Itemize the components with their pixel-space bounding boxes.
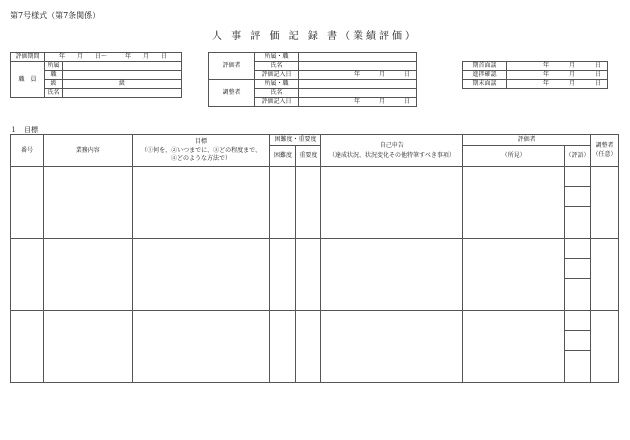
- goal-importance-field[interactable]: [296, 167, 321, 239]
- goal-rating-field[interactable]: [564, 331, 590, 351]
- goal-rating-field[interactable]: [564, 259, 590, 279]
- goal-number-field[interactable]: [11, 311, 44, 383]
- goal-rating-field[interactable]: [564, 187, 590, 207]
- evaluator-date-label: 評価記入日: [255, 71, 299, 80]
- col-adjuster: 調整者 （任意）: [590, 135, 618, 167]
- goal-task-field[interactable]: [43, 311, 132, 383]
- employee-name-field[interactable]: [63, 89, 182, 98]
- col-task: 業務内容: [43, 135, 132, 167]
- goal-difficulty-field[interactable]: [270, 239, 296, 311]
- col-opinion: （所見）: [463, 146, 565, 167]
- col-evaluator: 評価者: [463, 135, 591, 146]
- employee-name-label: 氏名: [45, 89, 63, 98]
- interview-final-date[interactable]: 年 月 日: [507, 80, 608, 89]
- evaluator-date-field[interactable]: 年 月 日: [299, 71, 417, 80]
- adjuster-name-field[interactable]: [299, 89, 417, 98]
- goal-adjuster-field[interactable]: [590, 239, 618, 311]
- adjuster-label: 調整者: [209, 80, 255, 107]
- goal-rating-spacer: [564, 227, 590, 239]
- goal-goal-field[interactable]: [132, 167, 270, 239]
- goal-difficulty-field[interactable]: [270, 311, 296, 383]
- goal-adjuster-field[interactable]: [590, 311, 618, 383]
- interview-initial-date[interactable]: 年 月 日: [507, 62, 608, 71]
- adjuster-dept-label: 所属・職: [255, 80, 299, 89]
- evaluator-dept-field[interactable]: [299, 53, 417, 62]
- evaluator-table: [208, 52, 417, 107]
- interview-progress-label: 進捗確認: [463, 71, 507, 80]
- col-difficulty: 困難度: [270, 146, 296, 167]
- form-number: 第7号様式（第7条関係）: [10, 11, 101, 20]
- goal-difficulty-field[interactable]: [270, 167, 296, 239]
- adjuster-dept-field[interactable]: [299, 80, 417, 89]
- goal-adjuster-field[interactable]: [590, 167, 618, 239]
- employee-dept-label: 所属: [45, 62, 63, 71]
- goal-rating-spacer: [564, 279, 590, 299]
- goal-goal-field[interactable]: [132, 239, 270, 311]
- interview-progress-date[interactable]: 年 月 日: [507, 71, 608, 80]
- employee-table: [10, 52, 182, 98]
- evaluator-dept-label: 所属・職: [255, 53, 299, 62]
- interview-initial-label: 期首面談: [463, 62, 507, 71]
- employee-dept-field[interactable]: [63, 62, 182, 71]
- col-number: 番号: [11, 135, 44, 167]
- goal-self-field[interactable]: [321, 239, 463, 311]
- goal-rating-spacer: [564, 167, 590, 187]
- goal-opinion-field[interactable]: [463, 311, 565, 383]
- employee-grade-label: 級: [45, 80, 63, 89]
- adjuster-name-label: 氏名: [255, 89, 299, 98]
- goal-rating-spacer: [564, 239, 590, 259]
- interview-final-label: 期末面談: [463, 80, 507, 89]
- evaluator-name-label: 氏名: [255, 62, 299, 71]
- adjuster-date-label: 評価記入日: [255, 98, 299, 107]
- period-value[interactable]: 年 月 日～ 年 月 日: [45, 53, 182, 62]
- goal-self-field[interactable]: [321, 311, 463, 383]
- goals-table: [10, 134, 619, 383]
- goal-self-field[interactable]: [321, 167, 463, 239]
- evaluator-name-field[interactable]: [299, 62, 417, 71]
- goal-goal-field[interactable]: [132, 311, 270, 383]
- goal-number-field[interactable]: [11, 239, 44, 311]
- page-title: 人 事 評 価 記 録 書（業績評価）: [211, 31, 419, 42]
- employee-position-label: 職: [45, 71, 63, 80]
- goal-opinion-field[interactable]: [463, 239, 565, 311]
- col-self-report: 自己申告 （達成状況、状況変化その他特筆すべき事項）: [321, 135, 463, 167]
- goal-number-field[interactable]: [11, 167, 44, 239]
- employee-grade-field[interactable]: 級: [63, 80, 182, 89]
- goal-importance-field[interactable]: [296, 311, 321, 383]
- col-goal: 目標 （①何を、②いつまでに、③どの程度まで、 ④どのような方法で）: [132, 135, 270, 167]
- section-title: １ 目標: [10, 126, 38, 134]
- period-label: 評価期間: [11, 53, 45, 62]
- goal-rating-spacer: [564, 311, 590, 331]
- goal-task-field[interactable]: [43, 239, 132, 311]
- goal-task-field[interactable]: [43, 167, 132, 239]
- goal-rating-spacer: [564, 299, 590, 311]
- evaluator-label: 評価者: [209, 53, 255, 80]
- goal-importance-field[interactable]: [296, 239, 321, 311]
- col-rating: （評語）: [564, 146, 590, 167]
- goal-rating-spacer: [564, 351, 590, 371]
- goal-rating-spacer: [564, 207, 590, 227]
- employee-label: 職 員: [11, 62, 45, 98]
- adjuster-date-field[interactable]: 年 月 日: [299, 98, 417, 107]
- employee-position-field[interactable]: [63, 71, 182, 80]
- col-importance: 重要度: [296, 146, 321, 167]
- col-difficulty-importance: 困難度・重要度: [270, 135, 321, 146]
- interview-table: [462, 61, 608, 89]
- goal-rating-spacer: [564, 371, 590, 383]
- goal-opinion-field[interactable]: [463, 167, 565, 239]
